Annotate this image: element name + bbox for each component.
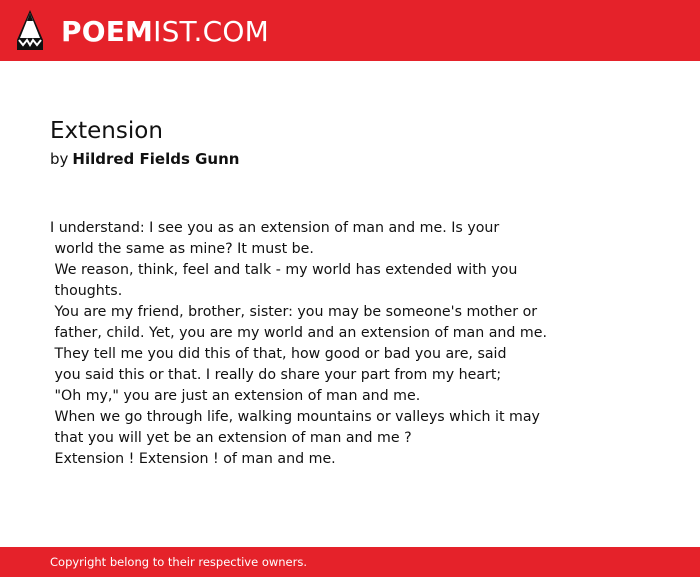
site-logo-link[interactable] xyxy=(16,9,269,53)
logo-bold-part: POEM xyxy=(61,15,154,48)
poem-line: "Oh my," you are just an extension of man and me. xyxy=(50,388,421,404)
author-link[interactable]: Hildred Fields Gunn xyxy=(72,150,240,168)
poem-line: you said this or that. I really do share your part from my heart; xyxy=(50,367,502,383)
logo-light-part: IST.COM xyxy=(153,15,269,48)
site-footer xyxy=(0,547,700,577)
poem-line: father, child. Yet, you are my world and an extension of man and me. xyxy=(50,325,547,341)
poem-line: that you will yet be an extension of man and me ? xyxy=(50,430,412,446)
poem-line: They tell me you did this of that, how good or bad you are, said xyxy=(50,346,507,362)
copyright-text: Copyright belong to their respective owners. xyxy=(50,555,308,569)
pencil-tip-icon xyxy=(16,10,44,52)
site-logo-text xyxy=(61,15,269,48)
poem-line: When we go through life, walking mountains or valleys which it may xyxy=(50,409,540,425)
poem-line: We reason, think, feel and talk - my world has extended with you xyxy=(50,262,518,278)
poem-body xyxy=(50,218,650,470)
poem-line: Extension ! Extension ! of man and me. xyxy=(50,451,336,467)
poem-line: thoughts. xyxy=(50,283,123,299)
poem-line: I understand: I see you as an extension of man and me. Is your xyxy=(50,220,500,236)
poem-line: You are my friend, brother, sister: you may be someone's mother or xyxy=(50,304,538,320)
poem-line: world the same as mine? It must be. xyxy=(50,241,314,257)
poem-header xyxy=(50,116,650,169)
poem-title: Extension xyxy=(50,118,163,144)
byline xyxy=(50,149,650,169)
site-header xyxy=(0,0,700,61)
by-label: by xyxy=(50,150,69,168)
